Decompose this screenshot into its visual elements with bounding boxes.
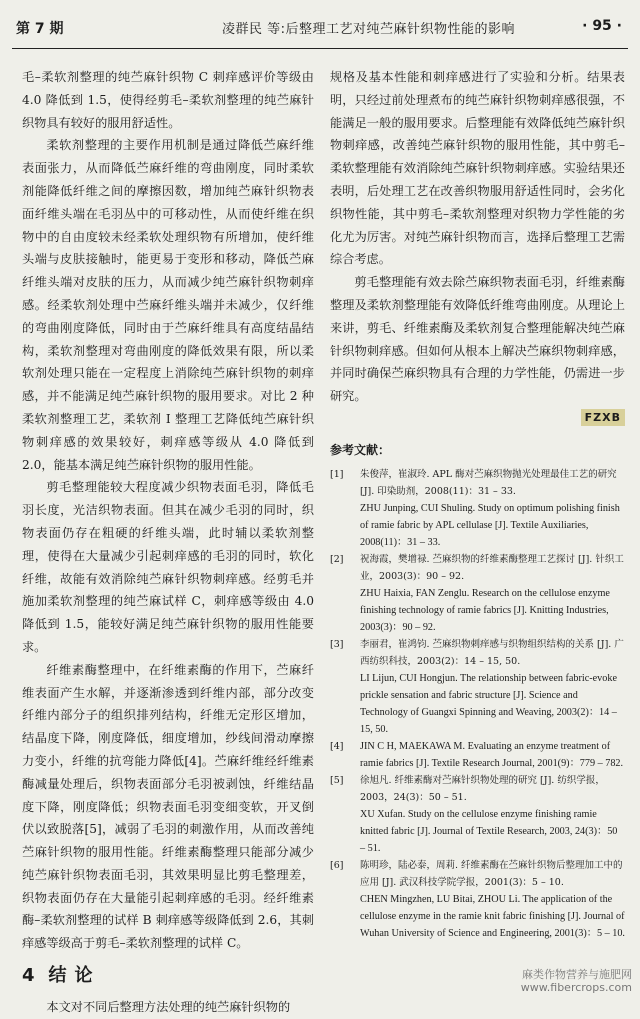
- paragraph: 规格及基本性能和刺痒感进行了实验和分析。结果表明，只经过前处理煮布的纯苎麻针织物刺痒感很强，不能满足一般的服用要求。后整理能有效降低纯苎麻针织物刺痒感，改善纯苎麻针织物的服用性能，其中剪毛–柔软整理能有效消除纯苎麻针织物刺痒感。实验结果还表明，后处理工艺在改善织物服用舒适性同时，会劣化织物性能，其中剪毛–柔软剂整理对织物力学性能的劣化尤为厉害。对纯苎麻针织物而言，选择后整理工艺需综合考虑。: [330, 70, 625, 267]
- watermark-url: www.fibercrops.com: [520, 981, 632, 994]
- reference-text: [360, 738, 625, 772]
- page-number: · 95 ·: [582, 18, 622, 34]
- reference-en: CHEN Mingzhen, LU Bitai, ZHOU Li. The application of the cellulose enzyme in the ramie knit fabric finishing [J]. Journal of Wuhan University of Science and Engineering, 2001(3)：5 – 10.: [360, 893, 625, 939]
- journal-tag: FZXB: [581, 409, 625, 426]
- section-heading: [22, 965, 314, 988]
- reference-number: [2]: [330, 553, 344, 565]
- reference-item: [330, 466, 625, 551]
- running-title: 凌群民 等:后整理工艺对纯苎麻针织物性能的影响: [222, 22, 516, 37]
- reference-item: [330, 857, 625, 942]
- reference-number: [6]: [330, 859, 344, 871]
- reference-en: XU Xufan. Study on the cellulose enzyme finishing ramie knitted fabric [J]. Journal of Textile Research, 2003, 24(3)：50 – 51.: [360, 808, 618, 854]
- section-title: 结论: [48, 965, 101, 987]
- reference-cn: 祝海霞，樊增禄. 苎麻织物的纤维素酶整理工艺探讨 [J]. 针织工业，2003(3)：90 – 92.: [360, 553, 624, 582]
- reference-cn: 陈明珍，陆必泰，周莉. 纤维素酶在苎麻针织物后整理加工中的应用 [J]. 武汉科技学院学报，2001(3)：5 – 10.: [360, 859, 623, 888]
- left-column: [22, 66, 314, 1019]
- reference-en: ZHU Haixia, FAN Zenglu. Research on the cellulose enzyme finishing technology of ramie fabrics [J]. Knitting Industries, 2003(3)：90 – 92.: [360, 587, 610, 633]
- section-number: 4: [22, 965, 35, 987]
- right-column: [330, 66, 625, 942]
- paragraph: 柔软剂整理的主要作用机制是通过降低苎麻纤维表面张力，从而降低苎麻纤维的弯曲刚度，同时柔软剂能降低纤维之间的摩擦因数，增加纯苎麻针织物表面纤维头端在毛羽丛中的可移动性，从而使纤维在织物中的自由度较未经柔软处理织物有所增加，使纤维头端与皮肤接触时，能更易于变形和移动，降低苎麻纤维头端对皮肤的压力，从而减少纯苎麻针织物刺痒感。经柔软剂处理中苎麻纤维头端并未减少，仅纤维的弯曲刚度降低，同时由于苎麻纤维具有高度结晶结构，柔软剂整理对弯曲刚度的降低效果有限，所以柔软剂处理只能在一定程度上消除纯苎麻针织物的刺痒感，并不能满足纯苎麻针织物的服用要求。对比 2 种柔软剂整理工艺，柔软剂 I 整理工艺降低纯苎麻针织物刺痒感的效果较好，刺痒感等级从 4.0 降低到 2.0，能基本满足纯苎麻针织物的服用性能。: [22, 138, 314, 472]
- paragraph: 毛–柔软剂整理的纯苎麻针织物 C 刺痒感评价等级由 4.0 降低到 1.5，使得经剪毛–柔软剂整理的纯苎麻针织物具有较好的服用舒适性。: [22, 70, 314, 130]
- site-watermark: [521, 968, 632, 994]
- reference-en: LI Lijun, CUI Hongjun. The relationship between fabric-evoke prickle sensation and fabric structure [J]. Science and Technology of Guangxi Spinning and Weaving, 2003(2)：14 – 15, 50.: [360, 672, 617, 735]
- paragraph: 剪毛整理能有效去除苎麻织物表面毛羽，纤维素酶整理及柔软剂整理能有效降低纤维弯曲刚度。从理论上来讲，剪毛、纤维素酶及柔软剂复合整理能解决纯苎麻针织物刺痒感。但如何从根本上解决苎麻织物刺痒感，并同时确保苎麻织物具有合理的力学性能，仍需进一步研究。: [330, 275, 625, 404]
- journal-tag-wrap: [330, 406, 625, 429]
- header-rule: [12, 48, 628, 49]
- reference-cn: 李丽君，崔鸿钧. 苎麻织物刺痒感与织物组织结构的关系 [J]. 广西纺织科技，2003(2)：14 – 15, 50.: [360, 638, 624, 667]
- reference-number: [4]: [330, 740, 344, 752]
- reference-en: JIN C H, MAEKAWA M. Evaluating an enzyme treatment of ramie fabrics [J]. Textile Research Journal, 2001(9)：779 – 782.: [360, 740, 624, 769]
- reference-list: [330, 466, 625, 942]
- reference-cn: 徐旭凡. 纤维素酶对苎麻针织物处理的研究 [J]. 纺织学报，2003，24(3)：50 – 51.: [360, 774, 605, 803]
- paragraph: 纤维素酶整理中，在纤维素酶的作用下，苎麻纤维表面产生水解，并逐渐渗透到纤维内部，部分改变纤维内部分子的组织排列结构，纤维无定形区增加，结晶度下降，刚度降低，细度增加，纱线间滑动摩擦力变小，纤维的抗弯能力降低[4]。苎麻纤维经纤维素酶减量处理后，织物表面部分毛羽被剥蚀，纤维结晶度下降，刚度降低；织物表面毛羽变细变软，开叉倒伏以致脱落[5]，减弱了毛羽的刺激作用，从而改善纯苎麻针织物的服用性能。纤维素酶整理只能部分减少纯苎麻针织物表面毛羽，其效果明显比剪毛整理差，织物表面仍存在大量能引起刺痒感的毛羽。经纤维素酶–柔软剂整理的试样 B 刺痒感等级降低到 2.6，其刺痒感等级高于剪毛–柔软剂整理的试样 C。: [22, 662, 314, 951]
- reference-text: [360, 636, 625, 738]
- issue-label: 第 7 期: [16, 21, 64, 37]
- reference-number: [3]: [330, 638, 344, 650]
- reference-text: [360, 772, 625, 857]
- reference-text: [360, 551, 625, 636]
- paragraph: 剪毛整理能较大程度减少织物表面毛羽，降低毛羽长度，光洁织物表面。但其在减少毛羽的同时，织物表面仍存在粗硬的纤维头端，此时辅以柔软剂整理，使得在大量减少引起刺痒感的毛羽的同时，软化纤维，故能有效消除纯苎麻针织物刺痒感。经剪毛并施加柔软剂整理的纯苎麻试样 C，刺痒感等级由 4.0 降低到 1.5，能较好满足纯苎麻针织物的服用性能要求。: [22, 480, 314, 654]
- reference-number: [1]: [330, 468, 344, 480]
- paragraph: 本文对不同后整理方法处理的纯苎麻针织物的: [46, 999, 291, 1014]
- reference-text: [360, 857, 625, 942]
- references-title: 参考文献：: [330, 442, 391, 457]
- reference-number: [5]: [330, 774, 344, 786]
- watermark-line: 麻类作物营养与施肥网: [522, 968, 632, 981]
- reference-en: ZHU Junping, CUI Shuling. Study on optimum polishing finish of ramie fabric by APL cellulase [J]. Textile Auxiliaries, 2008(11)：31 – 33.: [360, 502, 620, 548]
- reference-text: [360, 466, 625, 551]
- reference-item: [330, 636, 625, 738]
- reference-item: [330, 772, 625, 857]
- page-header: [0, 0, 640, 56]
- reference-item: [330, 738, 625, 772]
- reference-cn: 朱俊萍，崔淑玲. APL 酶对苎麻织物抛光处理最佳工艺的研究 [J]. 印染助剂，2008(11)：31 – 33.: [360, 468, 617, 497]
- reference-item: [330, 551, 625, 636]
